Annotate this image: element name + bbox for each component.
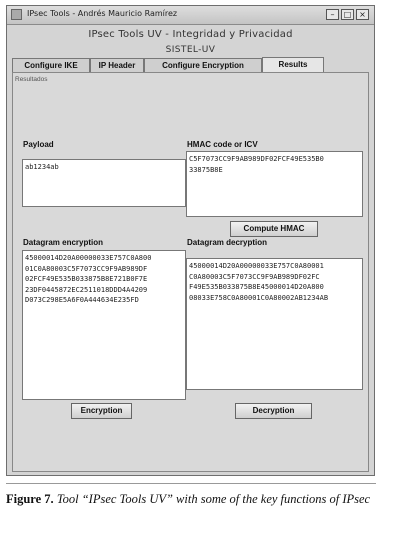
- compute-hmac-button[interactable]: Compute HMAC: [230, 221, 318, 237]
- payload-field[interactable]: ab1234ab: [22, 159, 186, 207]
- encryption-field[interactable]: 45000014D20A00000033E757C0A800 01C0A80003C5F7073CC9F9AB989DF 02FCF49E535B033875B8E721B0F7E 23DF0445872EC2511018DDD4A4209 D073C298E5A6F0A444634E235FD: [22, 250, 186, 400]
- decryption-label: Datagram decryption: [187, 238, 268, 247]
- panel-legend: Resultados: [15, 76, 48, 83]
- minimize-icon[interactable]: –: [326, 9, 339, 20]
- tab-configure-encryption[interactable]: Configure Encryption: [144, 58, 262, 72]
- window-title: IPsec Tools - Andrés Mauricio Ramírez: [27, 9, 178, 18]
- tab-ip-header[interactable]: IP Header: [90, 58, 144, 72]
- hmac-label: HMAC code or ICV: [187, 140, 258, 149]
- app-subheading: SISTEL-UV: [165, 45, 216, 55]
- app-heading: IPsec Tools UV - Integridad y Privacidad: [88, 29, 293, 40]
- encryption-button[interactable]: Encryption: [71, 403, 132, 419]
- payload-label: Payload: [23, 140, 54, 149]
- maximize-icon[interactable]: □: [341, 9, 354, 20]
- decryption-field[interactable]: 45000014D20A00000033E757C0A80001 C0A80003C5F7073CC9F9AB989DF02FC F49E535B033875B8E45000014D20A800 08033E758C0A80001C0A80002AB1234AB: [186, 258, 363, 390]
- app-window: [6, 5, 375, 476]
- close-icon[interactable]: ×: [356, 9, 369, 20]
- figure-caption: [6, 491, 376, 508]
- app-icon: [11, 9, 22, 20]
- decryption-button[interactable]: Decryption: [235, 403, 312, 419]
- encryption-label: Datagram encryption: [23, 238, 104, 247]
- figure-caption-text: Tool “IPsec Tools UV” with some of the key functions of IPsec: [56, 492, 371, 506]
- hmac-field[interactable]: C5F7073CC9F9AB989DF02FCF49E535B0 33875B8E: [186, 151, 363, 217]
- tab-configure-ike[interactable]: Configure IKE: [12, 58, 90, 72]
- tab-results[interactable]: Results: [262, 57, 324, 72]
- caption-rule: [6, 483, 376, 484]
- title-bar[interactable]: [7, 6, 374, 25]
- figure-number: Figure 7.: [6, 492, 54, 506]
